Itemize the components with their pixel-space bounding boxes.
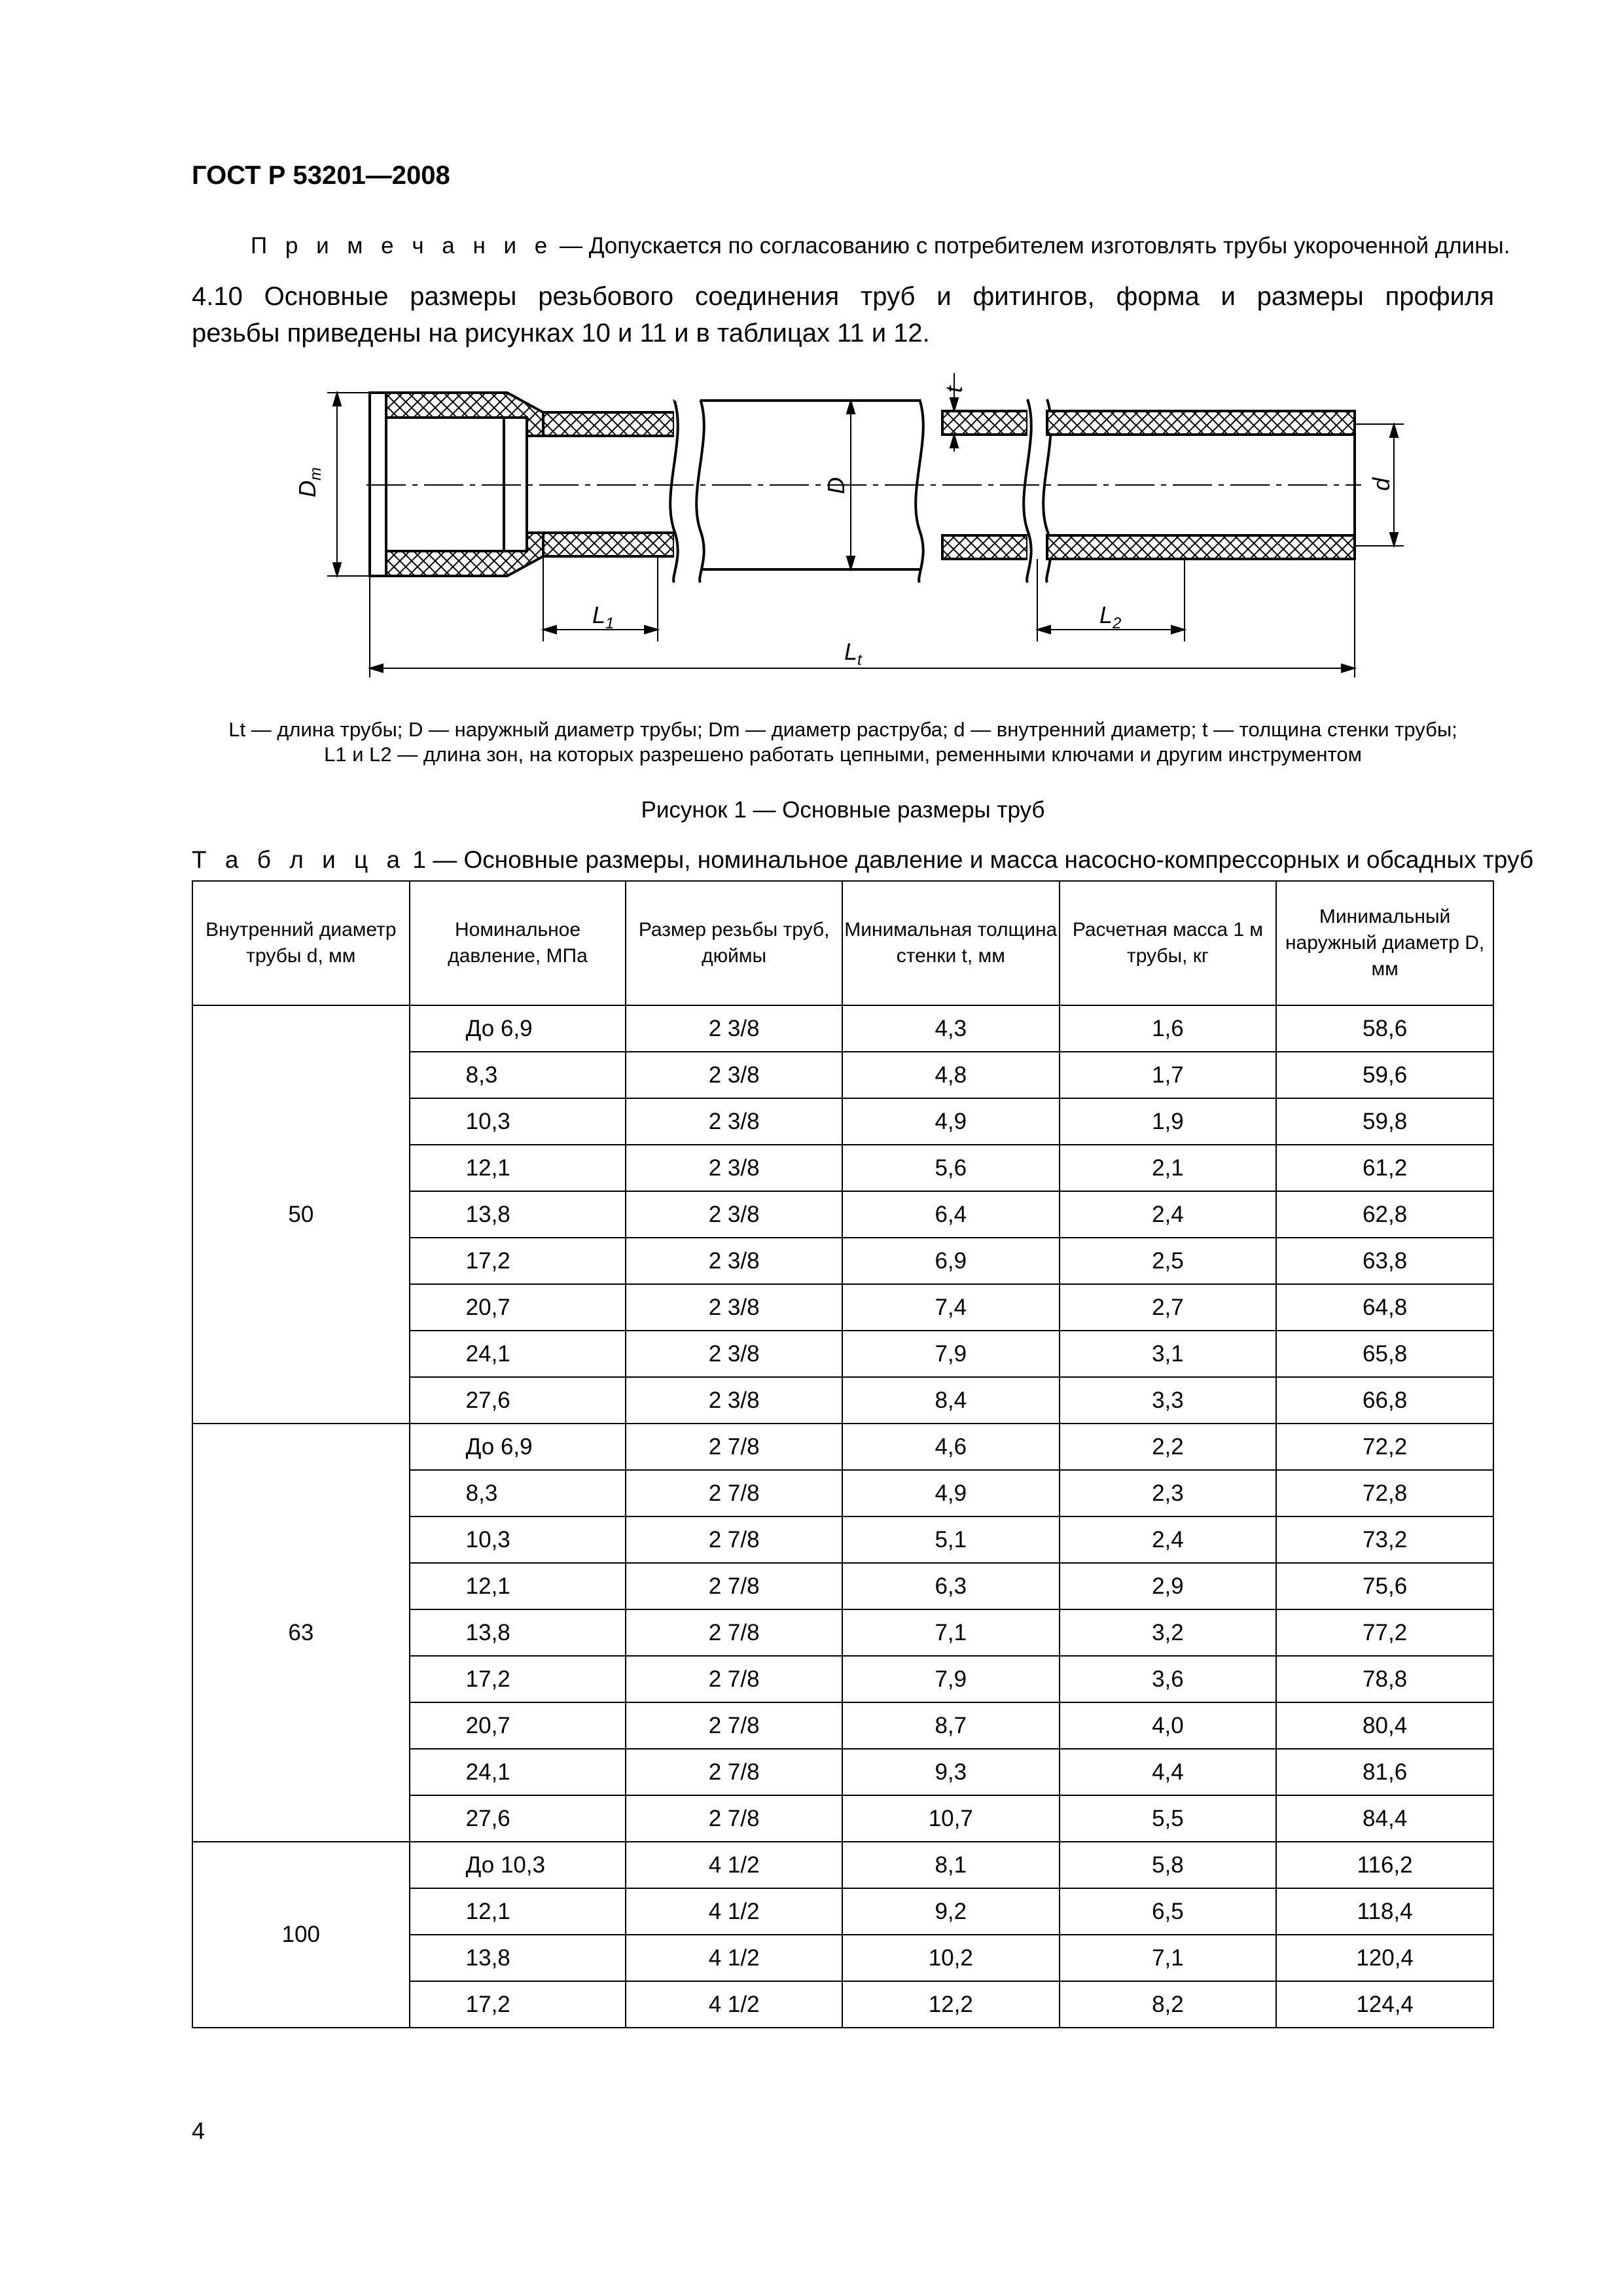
pressure-cell: 12,1 (410, 1145, 626, 1191)
thread-cell: 2 7/8 (626, 1516, 842, 1563)
mass-cell: 7,1 (1060, 1935, 1277, 1981)
thickness-cell: 7,4 (842, 1284, 1060, 1331)
outer-diameter-cell: 61,2 (1276, 1145, 1493, 1191)
pressure-cell: 10,3 (410, 1098, 626, 1145)
thread-cell: 4 1/2 (626, 1842, 842, 1888)
pipe-dimensions-figure (288, 367, 1414, 694)
thread-cell: 2 7/8 (626, 1470, 842, 1516)
mass-cell: 2,4 (1060, 1191, 1277, 1238)
thickness-cell: 9,3 (842, 1749, 1060, 1795)
paragraph-4-10 (192, 278, 1494, 351)
thread-cell: 4 1/2 (626, 1935, 842, 1981)
table-caption-label: Т а б л и ц а (192, 846, 406, 873)
label-L1: $L_1$ (592, 601, 615, 632)
mass-cell: 2,7 (1060, 1284, 1277, 1331)
standard-header: ГОСТ Р 53201—2008 (192, 161, 450, 190)
mass-cell: 6,5 (1060, 1888, 1277, 1935)
mass-cell: 2,2 (1060, 1424, 1277, 1470)
outer-diameter-cell: 63,8 (1276, 1238, 1493, 1284)
outer-diameter-cell: 124,4 (1276, 1981, 1493, 2028)
pressure-cell: 24,1 (410, 1331, 626, 1377)
mass-cell: 2,3 (1060, 1470, 1277, 1516)
outer-diameter-cell: 64,8 (1276, 1284, 1493, 1331)
thickness-cell: 4,8 (842, 1052, 1060, 1098)
thickness-cell: 7,9 (842, 1656, 1060, 1702)
thickness-cell: 8,1 (842, 1842, 1060, 1888)
pipe-dimensions-table (192, 880, 1494, 2028)
pressure-cell: До 6,9 (410, 1005, 626, 1052)
table-row (192, 1842, 1493, 1888)
outer-diameter-cell: 118,4 (1276, 1888, 1493, 1935)
pressure-cell: 17,2 (410, 1981, 626, 2028)
pressure-cell: 8,3 (410, 1052, 626, 1098)
mass-cell: 3,3 (1060, 1377, 1277, 1424)
thread-cell: 2 3/8 (626, 1284, 842, 1331)
thickness-cell: 4,9 (842, 1098, 1060, 1145)
thread-cell: 2 7/8 (626, 1424, 842, 1470)
label-Lt: $L_t$ (844, 638, 862, 669)
outer-diameter-cell: 84,4 (1276, 1795, 1493, 1842)
thickness-cell: 9,2 (842, 1888, 1060, 1935)
pressure-cell: 20,7 (410, 1284, 626, 1331)
thread-cell: 2 3/8 (626, 1052, 842, 1098)
thickness-cell: 8,4 (842, 1377, 1060, 1424)
label-Dm: $D_m$ (294, 467, 325, 497)
figure-caption: Рисунок 1 — Основные размеры труб (641, 797, 1045, 823)
pressure-cell: 13,8 (410, 1191, 626, 1238)
outer-diameter-cell: 81,6 (1276, 1749, 1493, 1795)
thickness-cell: 8,7 (842, 1702, 1060, 1749)
thread-cell: 2 7/8 (626, 1749, 842, 1795)
thickness-cell: 7,9 (842, 1331, 1060, 1377)
thickness-cell: 5,1 (842, 1516, 1060, 1563)
note (251, 233, 1510, 259)
mass-cell: 2,4 (1060, 1516, 1277, 1563)
table-header-row (192, 881, 1493, 1005)
page-number: 4 (192, 2117, 205, 2144)
thread-cell: 4 1/2 (626, 1981, 842, 2028)
thread-cell: 2 7/8 (626, 1656, 842, 1702)
pressure-cell: 17,2 (410, 1238, 626, 1284)
mass-cell: 1,9 (1060, 1098, 1277, 1145)
thickness-cell: 6,4 (842, 1191, 1060, 1238)
mass-cell: 8,2 (1060, 1981, 1277, 2028)
header-wall-thickness: Минимальная толщина стенки t, мм (842, 881, 1060, 1005)
outer-diameter-cell: 75,6 (1276, 1563, 1493, 1609)
label-D: D (823, 477, 849, 494)
pressure-cell: 24,1 (410, 1749, 626, 1795)
thread-cell: 2 3/8 (626, 1098, 842, 1145)
header-pressure: Номинальное давление, МПа (410, 881, 626, 1005)
thread-cell: 2 7/8 (626, 1563, 842, 1609)
mass-cell: 3,2 (1060, 1609, 1277, 1656)
outer-diameter-cell: 66,8 (1276, 1377, 1493, 1424)
figure-legend (192, 717, 1494, 767)
header-thread-size: Размер резьбы труб, дюймы (626, 881, 842, 1005)
label-d: d (1368, 477, 1395, 491)
thickness-cell: 6,9 (842, 1238, 1060, 1284)
pressure-cell: 12,1 (410, 1563, 626, 1609)
outer-diameter-cell: 72,2 (1276, 1424, 1493, 1470)
outer-diameter-cell: 59,6 (1276, 1052, 1493, 1098)
inner-diameter-cell: 100 (192, 1842, 410, 2028)
note-label: П р и м е ч а н и е (251, 233, 554, 259)
pressure-cell: До 6,9 (410, 1424, 626, 1470)
header-outer-diameter: Минимальный наружный диаметр D, мм (1276, 881, 1493, 1005)
mass-cell: 4,0 (1060, 1702, 1277, 1749)
note-text: — Допускается по согласованию с потребителем изготовлять трубы укороченной длины. (553, 233, 1510, 259)
outer-diameter-cell: 80,4 (1276, 1702, 1493, 1749)
mass-cell: 2,1 (1060, 1145, 1277, 1191)
outer-diameter-cell: 120,4 (1276, 1935, 1493, 1981)
pressure-cell: 13,8 (410, 1609, 626, 1656)
thickness-cell: 5,6 (842, 1145, 1060, 1191)
pressure-cell: 10,3 (410, 1516, 626, 1563)
outer-diameter-cell: 116,2 (1276, 1842, 1493, 1888)
mass-cell: 1,7 (1060, 1052, 1277, 1098)
legend-line-2: L1 и L2 — длина зон, на которых разрешено работать цепными, ременными ключами и другим инструментом (324, 743, 1362, 766)
thickness-cell: 12,2 (842, 1981, 1060, 2028)
paragraph-line-1: 4.10 Основные размеры резьбового соединения труб и фитингов, форма и размеры профиля (192, 282, 1494, 311)
thread-cell: 2 7/8 (626, 1795, 842, 1842)
mass-cell: 5,5 (1060, 1795, 1277, 1842)
thread-cell: 2 3/8 (626, 1331, 842, 1377)
table-row (192, 1005, 1493, 1052)
inner-diameter-cell: 50 (192, 1005, 410, 1424)
thread-cell: 2 3/8 (626, 1191, 842, 1238)
outer-diameter-cell: 59,8 (1276, 1098, 1493, 1145)
label-t: t (940, 386, 967, 393)
header-mass: Расчетная масса 1 м трубы, кг (1060, 881, 1277, 1005)
pressure-cell: До 10,3 (410, 1842, 626, 1888)
thickness-cell: 4,3 (842, 1005, 1060, 1052)
outer-diameter-cell: 58,6 (1276, 1005, 1493, 1052)
thread-cell: 2 7/8 (626, 1702, 842, 1749)
header-inner-diameter: Внутренний диаметр трубы d, мм (192, 881, 410, 1005)
outer-diameter-cell: 78,8 (1276, 1656, 1493, 1702)
inner-diameter-cell: 63 (192, 1424, 410, 1842)
mass-cell: 2,9 (1060, 1563, 1277, 1609)
legend-line-1: Lt — длина трубы; D — наружный диаметр трубы; Dm — диаметр раструба; d — внутренний диаметр; t — толщина стенки трубы; (228, 718, 1457, 741)
thread-cell: 2 7/8 (626, 1609, 842, 1656)
outer-diameter-cell: 72,8 (1276, 1470, 1493, 1516)
mass-cell: 5,8 (1060, 1842, 1277, 1888)
thread-cell: 2 3/8 (626, 1005, 842, 1052)
mass-cell: 2,5 (1060, 1238, 1277, 1284)
paragraph-line-2: резьбы приведены на рисунках 10 и 11 и в таблицах 11 и 12. (192, 319, 930, 348)
thickness-cell: 6,3 (842, 1563, 1060, 1609)
thickness-cell: 10,7 (842, 1795, 1060, 1842)
label-L2: $L_2$ (1099, 601, 1122, 632)
thickness-cell: 4,9 (842, 1470, 1060, 1516)
pressure-cell: 13,8 (410, 1935, 626, 1981)
table-caption (192, 846, 1533, 874)
thread-cell: 2 3/8 (626, 1238, 842, 1284)
pressure-cell: 17,2 (410, 1656, 626, 1702)
pressure-cell: 20,7 (410, 1702, 626, 1749)
thread-cell: 2 3/8 (626, 1145, 842, 1191)
thickness-cell: 7,1 (842, 1609, 1060, 1656)
pressure-cell: 27,6 (410, 1795, 626, 1842)
thread-cell: 4 1/2 (626, 1888, 842, 1935)
mass-cell: 3,6 (1060, 1656, 1277, 1702)
outer-diameter-cell: 77,2 (1276, 1609, 1493, 1656)
pressure-cell: 27,6 (410, 1377, 626, 1424)
thread-cell: 2 3/8 (626, 1377, 842, 1424)
mass-cell: 3,1 (1060, 1331, 1277, 1377)
mass-cell: 4,4 (1060, 1749, 1277, 1795)
table-row (192, 1424, 1493, 1470)
thickness-cell: 4,6 (842, 1424, 1060, 1470)
thickness-cell: 10,2 (842, 1935, 1060, 1981)
pressure-cell: 12,1 (410, 1888, 626, 1935)
outer-diameter-cell: 73,2 (1276, 1516, 1493, 1563)
mass-cell: 1,6 (1060, 1005, 1277, 1052)
outer-diameter-cell: 65,8 (1276, 1331, 1493, 1377)
table-caption-text: 1 — Основные размеры, номинальное давление и масса насосно-компрессорных и обсадных труб (406, 846, 1534, 873)
outer-diameter-cell: 62,8 (1276, 1191, 1493, 1238)
pressure-cell: 8,3 (410, 1470, 626, 1516)
